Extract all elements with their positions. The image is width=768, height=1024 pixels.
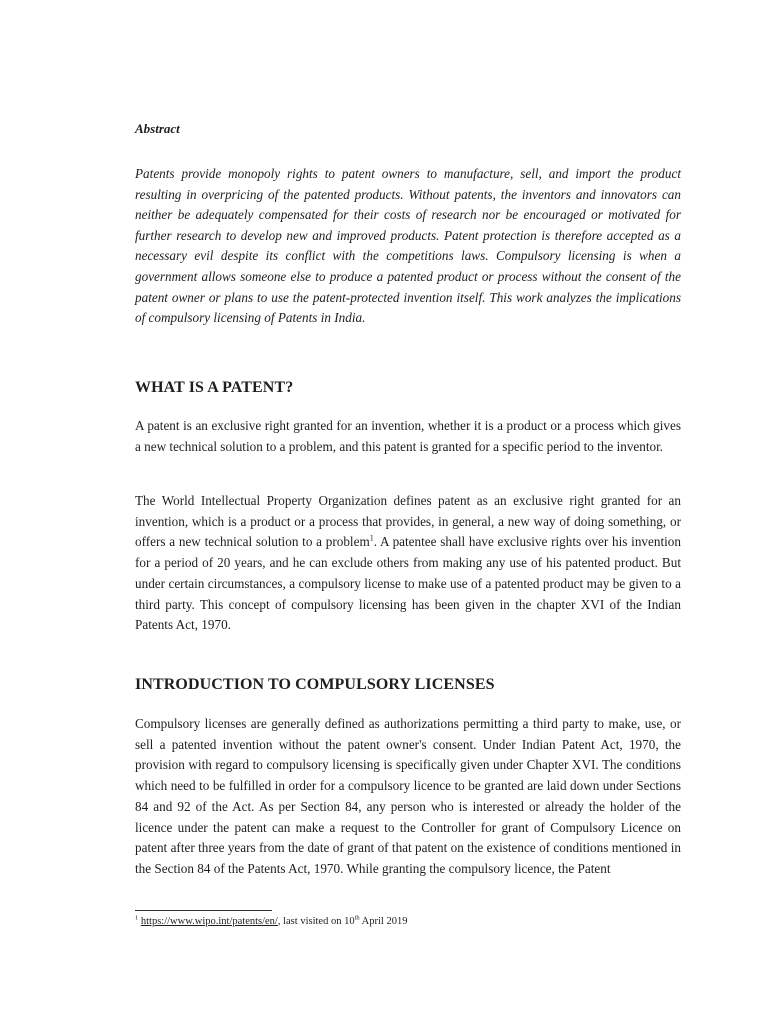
footnote-ordinal: th: [354, 914, 360, 922]
paragraph-compulsory-licenses: Compulsory licenses are generally defined as authorizations permitting a third party to make, use, or sell a patented invention without the patent owner's consent. Under Indian Patent Act, 1970, the provision with regard to compulsory licensing is specifically given under Chapter XVI. The conditions which need to be fulfilled in order for a compulsory licence to be granted are laid down under Sections 84 and 92 of the Act. As per Section 84, any person who is interested or already the holder of the licence under the patent can make a request to the Controller for grant of Compulsory Licence on patent after three years from the date of grant of that patent on the existence of conditions mentioned in the Section 84 of the Patents Act, 1970. While granting the compulsory licence, the Patent: [135, 716, 681, 876]
footnote-number: 1: [135, 914, 139, 922]
abstract-body: Patents provide monopoly rights to patent owners to manufacture, sell, and import the product resulting in overpricing of the patented products. Without patents, the inventors and innovators can neither be adequately compensated for their costs of research nor be encouraged or motivated for further research to develop new and improved products. Patent protection is therefore accepted as a necessary evil despite its conflict with the competitions laws. Compulsory licensing is when a government allows someone else to produce a patented product or process without the consent of the patent owner or plans to use the patent-protected invention itself. This work analyzes the implications of compulsory licensing of Patents in India.: [135, 166, 681, 326]
footnote-link[interactable]: https://www.wipo.int/patents/en/: [140, 916, 278, 927]
paragraph-text: The World Intellectual Property Organization defines patent as an exclusive right granted for an invention, which is a product or a process that provides, in general, a new way of doing something, or offers a new technical solution to a problem: [135, 493, 681, 550]
section-heading-what-is-a-patent: WHAT IS A PATENT?: [135, 379, 294, 396]
footnote-text-date: April 2019: [359, 916, 408, 927]
paragraph-text: . A patentee shall have exclusive rights over his invention for a period of 20 years, and he can exclude others from making any use of his patented product. But under certain circumstances, a compulsory license to make use of a patented product may be given to a third party. This concept of compulsory licensing has been given in the chapter XVI of the Indian Patents Act, 1970.: [135, 534, 681, 633]
footnote-divider: [135, 910, 272, 911]
paragraph-wipo-definition: [135, 491, 681, 636]
footnote-reference[interactable]: 1: [369, 534, 374, 544]
paragraph-patent-definition: A patent is an exclusive right granted for an invention, whether it is a product or a process which gives a new technical solution to a problem, and this patent is granted for a specific period to the inventor.: [135, 418, 681, 454]
abstract-heading: Abstract: [135, 121, 180, 136]
section-heading-compulsory-licenses: INTRODUCTION TO COMPULSORY LICENSES: [135, 676, 495, 693]
footnote: [135, 915, 407, 929]
footnote-text: , last visited on 10: [277, 916, 355, 927]
